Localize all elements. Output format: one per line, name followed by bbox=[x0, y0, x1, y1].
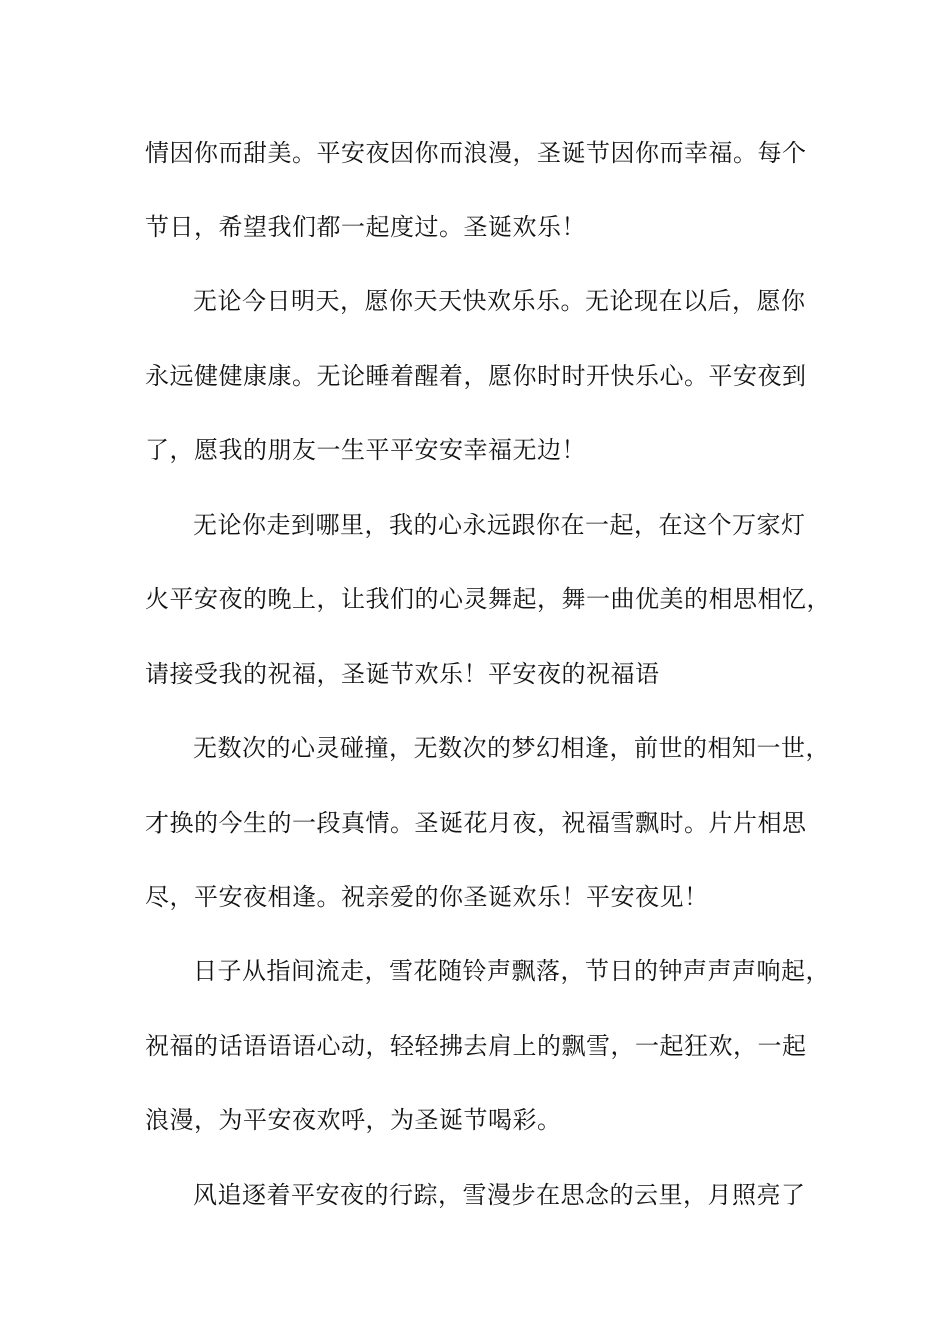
text-line: 永远健健康康。无论睡着醒着，愿你时时开快乐心。平安夜到 bbox=[145, 362, 807, 390]
text-line: 请接受我的祝福，圣诞节欢乐！平安夜的祝福语 bbox=[145, 660, 660, 688]
text-line: 浪漫，为平安夜欢呼，为圣诞节喝彩。 bbox=[145, 1106, 562, 1134]
paragraph-first-line: 无论你走到哪里，我的心永远跟你在一起，在这个万家灯 bbox=[193, 511, 806, 539]
text-line: 祝福的话语语语心动，轻轻拂去肩上的飘雪，一起狂欢，一起 bbox=[145, 1032, 807, 1060]
paragraph-first-line: 日子从指间流走，雪花随铃声飘落，节日的钟声声声响起， bbox=[193, 957, 830, 985]
paragraph-first-line: 风追逐着平安夜的行踪，雪漫步在思念的云里，月照亮了 bbox=[193, 1181, 806, 1209]
paragraph-first-line: 无论今日明天，愿你天天快欢乐乐。无论现在以后，愿你 bbox=[193, 287, 806, 315]
text-line: 才换的今生的一段真情。圣诞花月夜，祝福雪飘时。片片相思 bbox=[145, 809, 807, 837]
text-line: 情因你而甜美。平安夜因你而浪漫，圣诞节因你而幸福。每个 bbox=[145, 139, 807, 167]
text-line: 了，愿我的朋友一生平平安安幸福无边！ bbox=[145, 436, 586, 464]
text-line: 尽，平安夜相逢。祝亲爱的你圣诞欢乐！平安夜见！ bbox=[145, 883, 709, 911]
paragraph-first-line: 无数次的心灵碰撞，无数次的梦幻相逢，前世的相知一世， bbox=[193, 734, 830, 762]
text-line: 节日，希望我们都一起度过。圣诞欢乐！ bbox=[145, 213, 586, 241]
text-line: 火平安夜的晚上，让我们的心灵舞起，舞一曲优美的相思相忆， bbox=[145, 585, 831, 613]
